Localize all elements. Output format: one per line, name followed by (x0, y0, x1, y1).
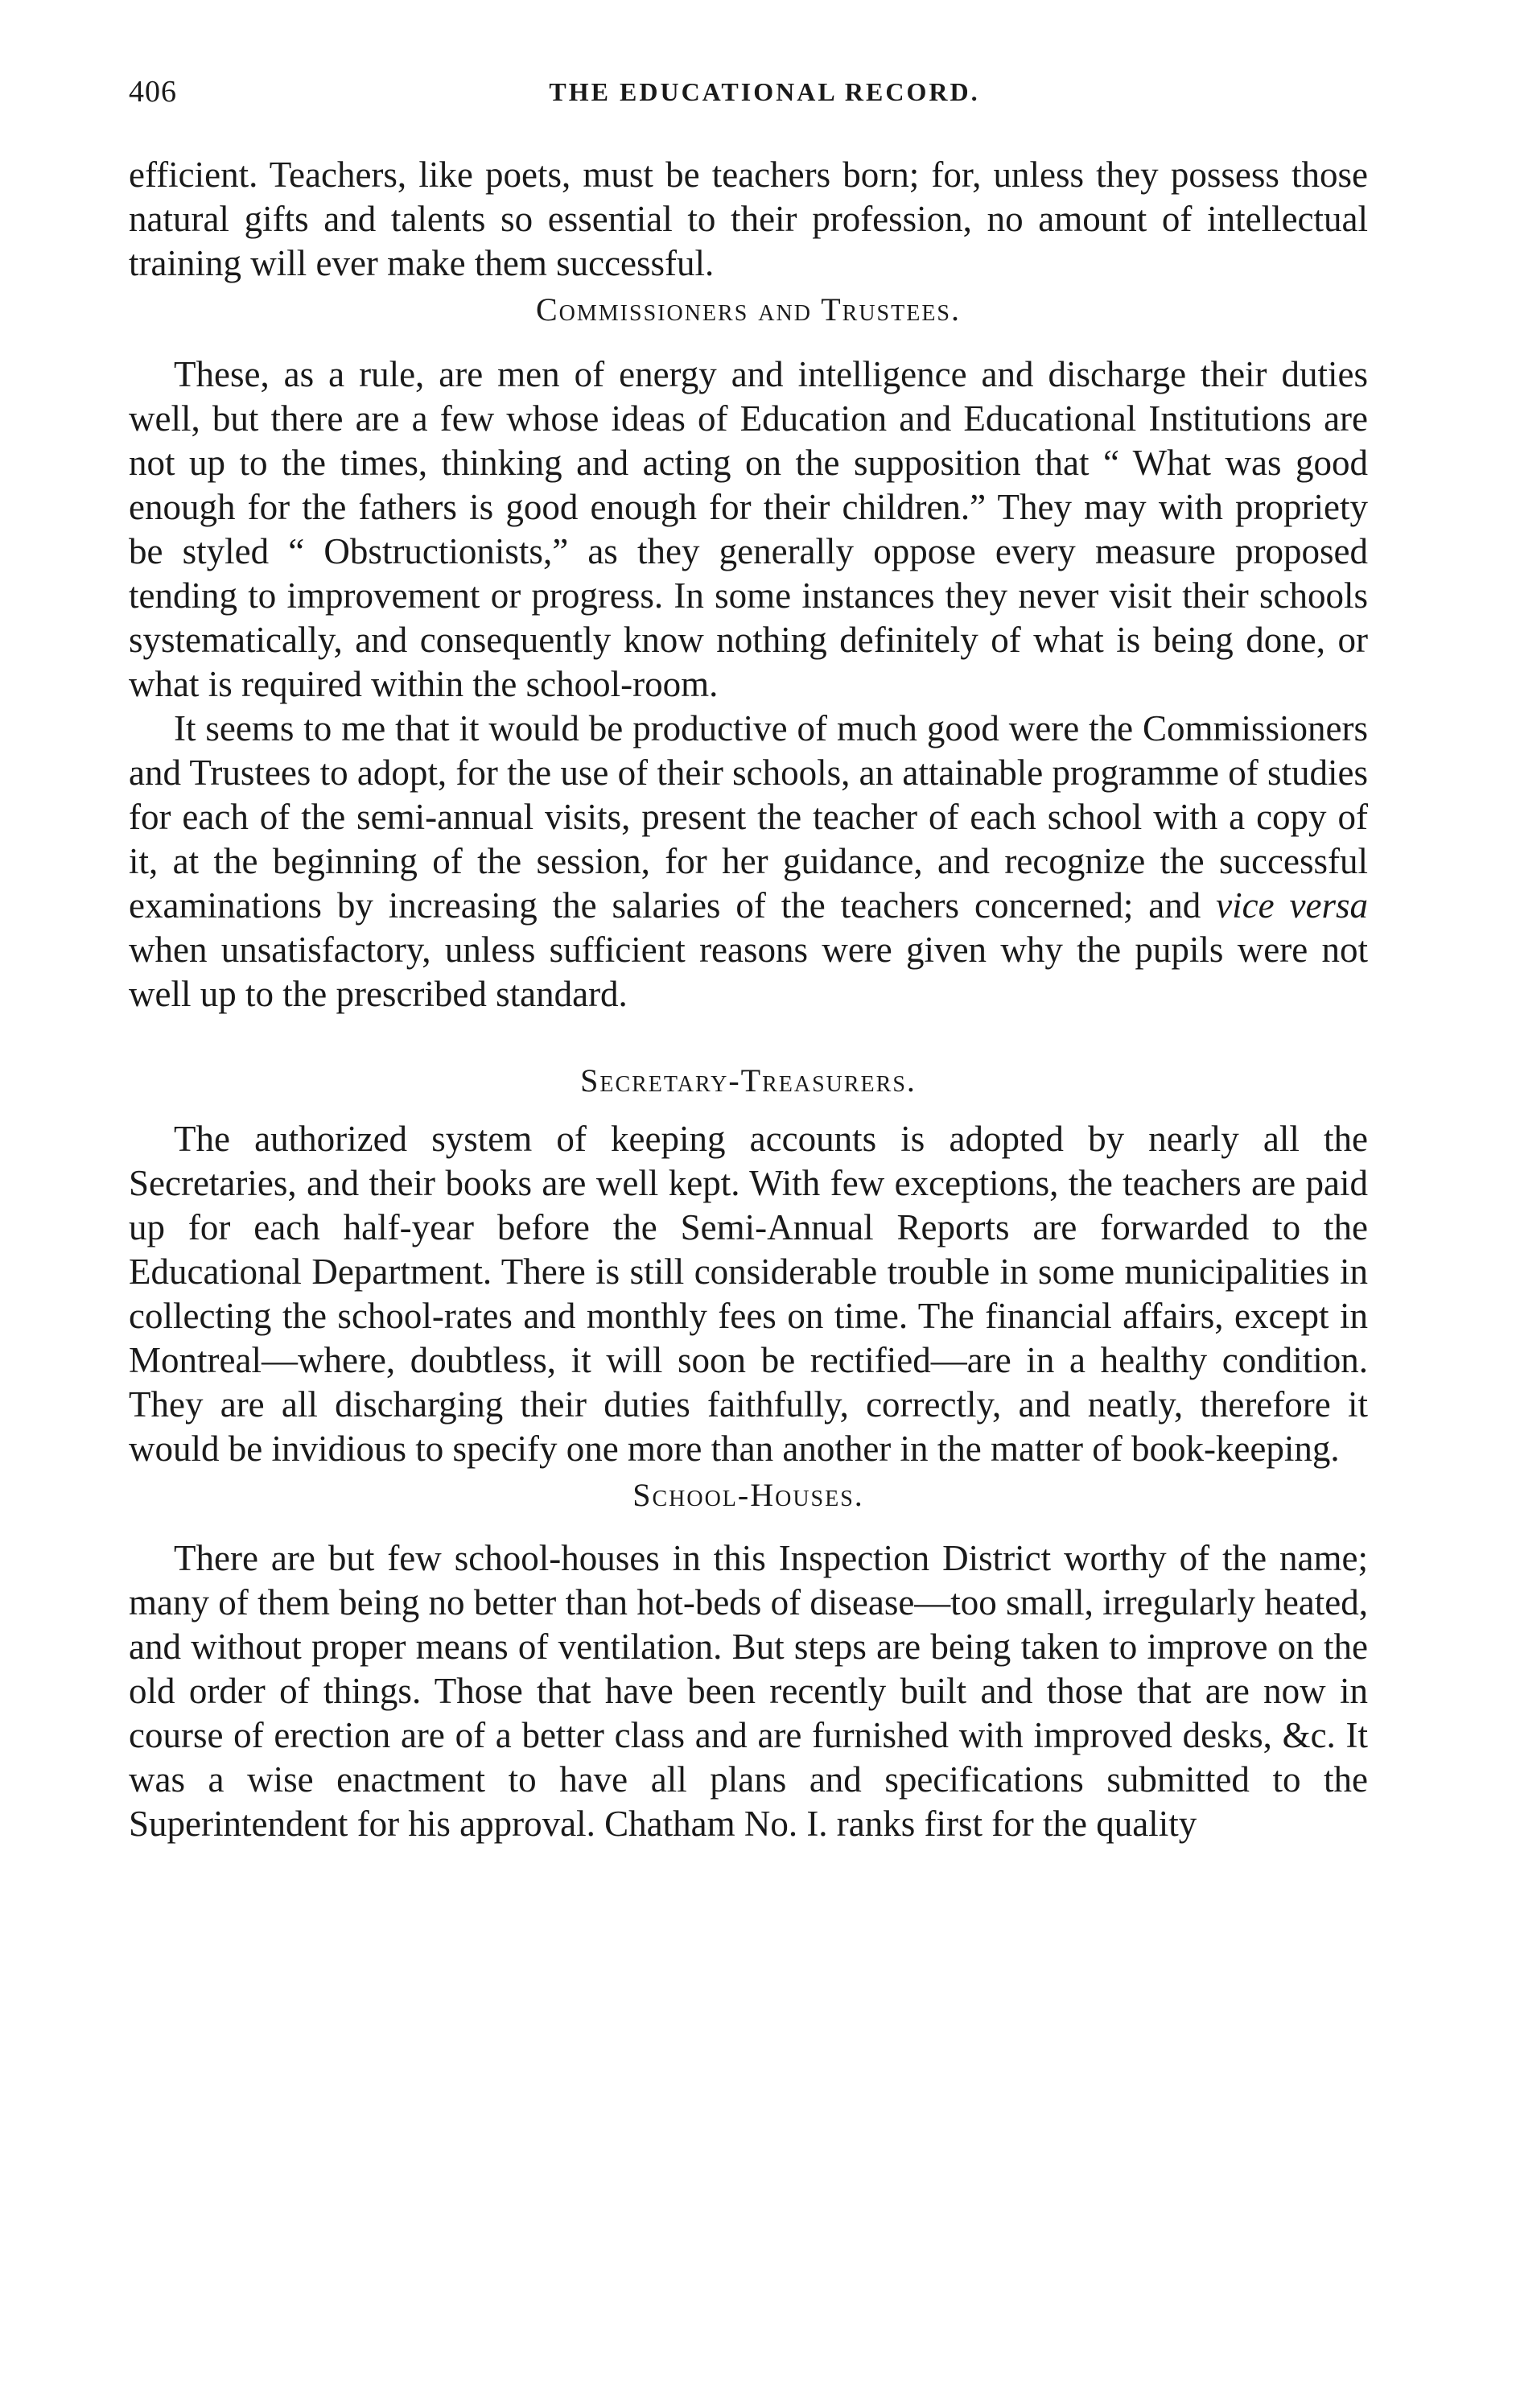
paragraph-commissioners-2 (129, 707, 1368, 1016)
page-number: 406 (129, 75, 177, 109)
paragraph-secretary-treasurers: The authorized system of keeping accounts is adopted by nearly all the Secretaries, and their books are well kept. With few exceptions, the teachers are paid up for each half-year before the Semi-Annual Reports are forwarded to the Educational Department. There is still considerable trouble in some municipalities in collecting the school-rates and monthly fees on time. The financial affairs, except in Montreal—where, doubtless, it will soon be rectified—are in a healthy condition. They are all discharging their duties faithfully, correctly, and neatly, therefore it would be invidious to specify one more than another in the matter of book-keeping. (129, 1119, 1368, 1469)
paragraph-commissioners-2-part-a: It seems to me that it would be productive of much good were the Commissioners and Trustees to adopt, for the use of their schools, an attainable programme of studies for each of the semi-annual visits, present the teacher of each school with a copy of it, at the beginning of the session, for her guidance, and recognize the successful examinations by increasing the salaries of the teachers concerned; and (129, 708, 1368, 926)
paragraph-school-houses: There are but few school-houses in this Inspection District worthy of the name; many of them being no better than hot-beds of disease—too small, irregularly heated, and without proper means of ventilation. But steps are being taken to improve on the old order of things. Those that have been recently built and those that are now in course of erection are of a better class and are furnished with improved desks, &c. It was a wise enactment to have all plans and specifications submitted to the Superintendent for his approval. Chatham No. I. ranks first for the quality (129, 1538, 1368, 1844)
journal-title: THE EDUCATIONAL RECORD. (549, 77, 980, 106)
latin-phrase: vice versa (1216, 885, 1368, 926)
section-heading-school-houses: School-Houses. (632, 1477, 864, 1513)
paragraph-commissioners-2-part-b: when unsatisfactory, unless sufficient reasons were given why the pupils were not well up to the prescribed standard. (129, 930, 1368, 1014)
document-page (129, 74, 1368, 1846)
paragraph-intro: efficient. Teachers, like poets, must be teachers born; for, unless they possess those natural gifts and talents so essential to their profession, no amount of intellectual training will ever make them successful. (129, 155, 1368, 283)
section-heading-secretary-treasurers: Secretary-Treasurers. (580, 1062, 917, 1099)
paragraph-commissioners-1: These, as a rule, are men of energy and intelligence and discharge their duties well, but there are a few whose ideas of Education and Educational Institutions are not up to the times, thinking and acting on the supposition that “ What was good enough for the fathers is good enough for their children.” They may with propriety be styled “ Obstructionists,” as they generally oppose every measure proposed tending to improvement or progress. In some instances they never visit their schools systematically, and consequently know nothing definitely of what is being done, or what is required within the school-room. (129, 354, 1368, 704)
running-head (129, 74, 1368, 122)
section-heading-commissioners: Commissioners and Trustees. (535, 291, 961, 328)
